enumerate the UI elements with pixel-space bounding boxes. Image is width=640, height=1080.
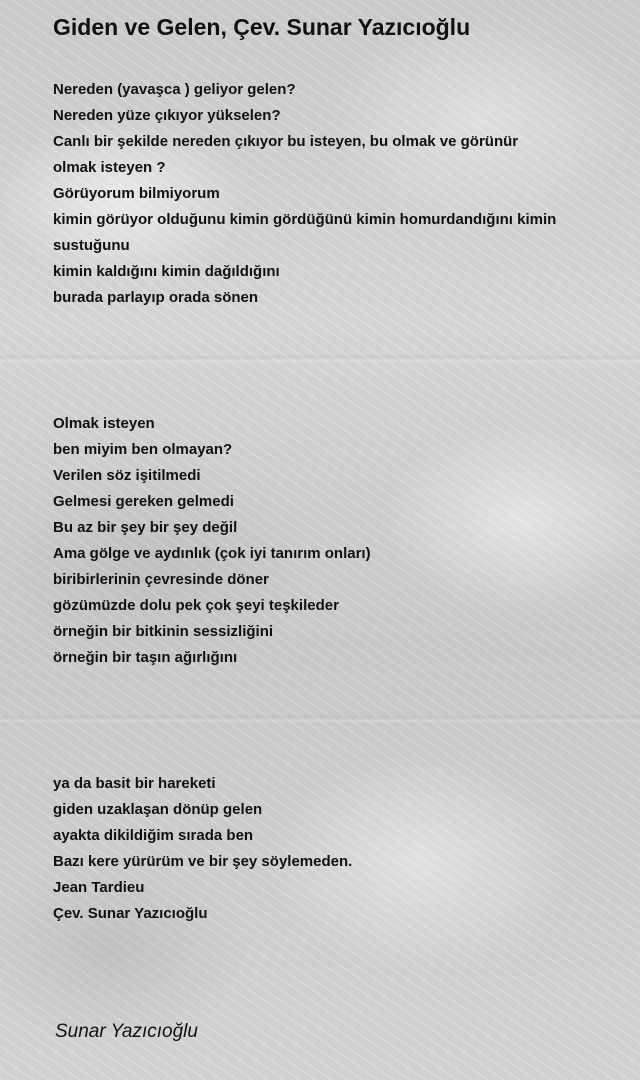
poem-line: kimin kaldığını kimin dağıldığını — [53, 263, 280, 280]
poem-line: Görüyorum bilmiyorum — [53, 185, 220, 202]
section-divider — [0, 716, 640, 722]
poem-line: Çev. Sunar Yazıcıoğlu — [53, 905, 208, 922]
poem-line: örneğin bir bitkinin sessizliğini — [53, 623, 274, 640]
poem-line: Ama gölge ve aydınlık (çok iyi tanırım onları) — [53, 545, 371, 562]
poem-title: Giden ve Gelen, Çev. Sunar Yazıcıoğlu — [53, 14, 471, 40]
poem-line: ben miyim ben olmayan? — [53, 441, 233, 458]
poem-line: Canlı bir şekilde nereden çıkıyor bu isteyen, bu olmak ve görünür — [53, 133, 519, 150]
poem-line: Olmak isteyen — [53, 415, 155, 432]
poem-line: sustuğunu — [53, 237, 130, 254]
poem-line: ayakta dikildiğim sırada ben — [53, 827, 254, 844]
poem-line: Nereden yüze çıkıyor yükselen? — [53, 107, 281, 124]
poem-line: olmak isteyen ? — [53, 159, 166, 176]
stanza-2 — [53, 411, 613, 671]
poem-line: örneğin bir taşın ağırlığını — [53, 649, 238, 666]
poem-line: ya da basit bir hareketi — [53, 775, 216, 792]
poem-line: Nereden (yavaşca ) geliyor gelen? — [53, 81, 296, 98]
poem-line: kimin görüyor olduğunu kimin gördüğünü kimin homurdandığını kimin — [53, 211, 557, 228]
poem-line: Bu az bir şey bir şey değil — [53, 519, 238, 536]
section-divider — [0, 356, 640, 362]
stanza-3 — [53, 771, 613, 927]
poem-line: giden uzaklaşan dönüp gelen — [53, 801, 263, 818]
poem-author: Sunar Yazıcıoğlu — [55, 1021, 198, 1042]
poem-line: biribirlerinin çevresinde döner — [53, 571, 269, 588]
poem-line: Verilen söz işitilmedi — [53, 467, 201, 484]
stanza-1 — [53, 77, 613, 311]
poem-line: Gelmesi gereken gelmedi — [53, 493, 234, 510]
poem-line: Bazı kere yürürüm ve bir şey söylemeden. — [53, 853, 353, 870]
poem-line: burada parlayıp orada sönen — [53, 289, 259, 306]
poem-line: Jean Tardieu — [53, 879, 145, 896]
poem-line: gözümüzde dolu pek çok şeyi teşkileder — [53, 597, 339, 614]
